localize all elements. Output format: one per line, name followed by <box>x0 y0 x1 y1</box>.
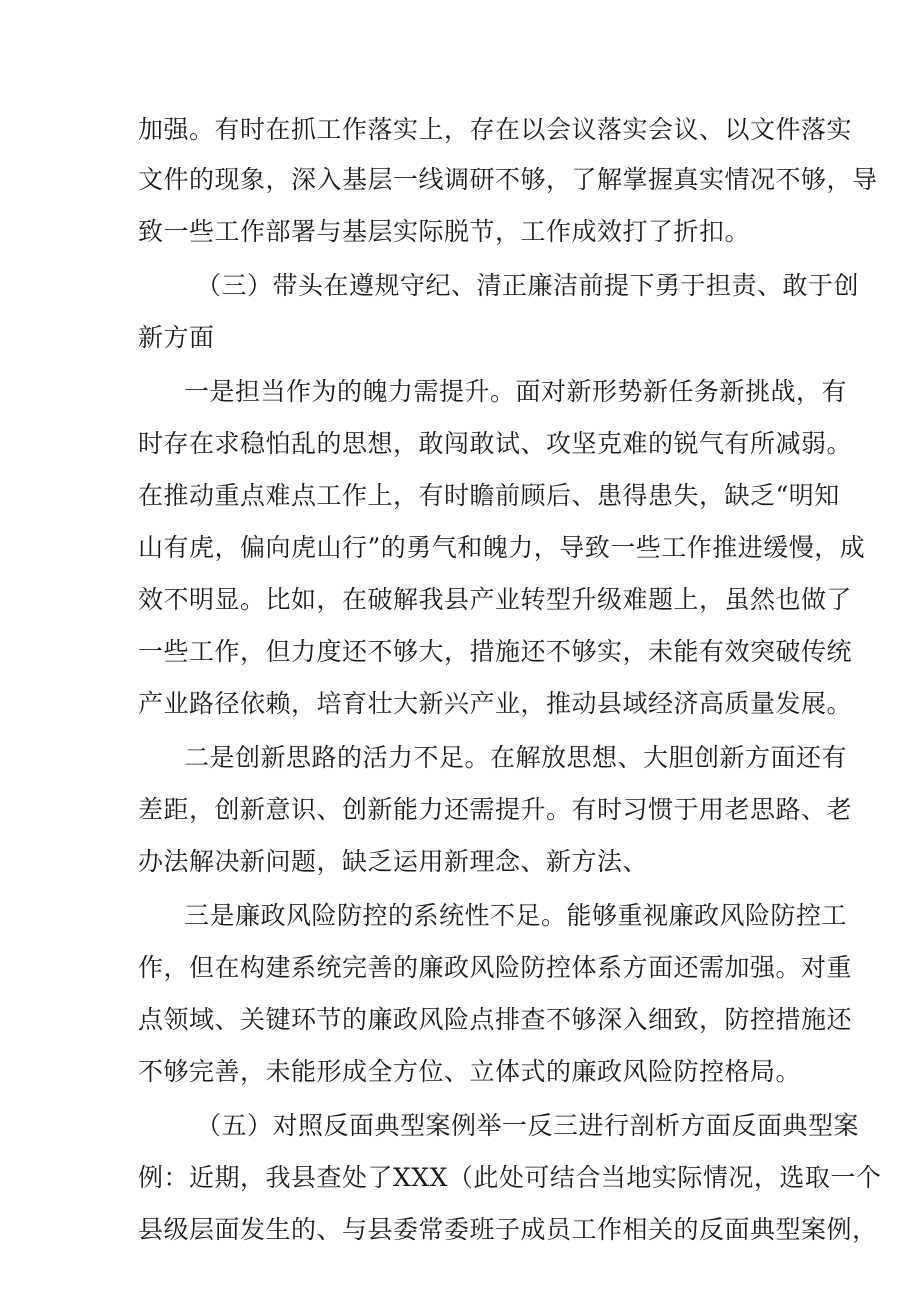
paragraph-start: 一是担当作为的魄力需提升。面对新形势新任务新挑战，有 <box>184 377 848 406</box>
text-line: 在推动重点难点工作上，有时瞻前顾后、患得患失，缺乏“明知 <box>138 481 840 510</box>
text-line: 致一些工作部署与基层实际脱节，工作成效打了折扣。 <box>138 217 751 246</box>
section-heading: 新方面 <box>138 323 215 352</box>
text-line: 文件的现象，深入基层一线调研不够，了解掌握真实情况不够，导 <box>138 165 878 194</box>
text-line: 效不明显。比如，在破解我县产业转型升级难题上，虽然也做了 <box>138 585 853 614</box>
text-line: 作，但在构建系统完善的廉政风险防控体系方面还需加强。对重 <box>138 953 853 982</box>
text-line: 时存在求稳怕乱的思想，敢闯敢试、攻坚克难的锐气有所减弱。 <box>138 429 853 458</box>
text-line: 山有虎，偏向虎山行”的勇气和魄力，导致一些工作推进缓慢，成 <box>138 533 866 562</box>
text-line: 办法解决新问题，缺乏运用新理念、新方法、 <box>138 847 649 876</box>
text-line: 不够完善，未能形成全方位、立体式的廉政风险防控格局。 <box>138 1057 802 1086</box>
text-line: 产业路径依赖，培育壮大新兴产业，推动县域经济高质量发展。 <box>138 689 853 718</box>
text-line: 县级层面发生的、与县委常委班子成员工作相关的反面典型案例， <box>138 1215 878 1244</box>
paragraph-start: 二是创新思路的活力不足。在解放思想、大胆创新方面还有 <box>184 743 848 772</box>
section-heading: （三）带头在遵规守纪、清正廉洁前提下勇于担责、敢于创 <box>196 271 860 300</box>
text-line: 差距，创新意识、创新能力还需提升。有时习惯于用老思路、老 <box>138 795 853 824</box>
section-heading: （五）对照反面典型案例举一反三进行剖析方面反面典型案 <box>196 1111 860 1140</box>
text-line: 例：近期，我县查处了XXX（此处可结合当地实际情况，选取一个 <box>138 1163 882 1192</box>
text-line: 点领域、关键环节的廉政风险点排查不够深入细致，防控措施还 <box>138 1005 853 1034</box>
text-line: 加强。有时在抓工作落实上，存在以会议落实会议、以文件落实 <box>138 115 853 144</box>
paragraph-start: 三是廉政风险防控的系统性不足。能够重视廉政风险防控工 <box>184 901 848 930</box>
text-line: 一些工作，但力度还不够大，措施还不够实，未能有效突破传统 <box>138 637 853 666</box>
